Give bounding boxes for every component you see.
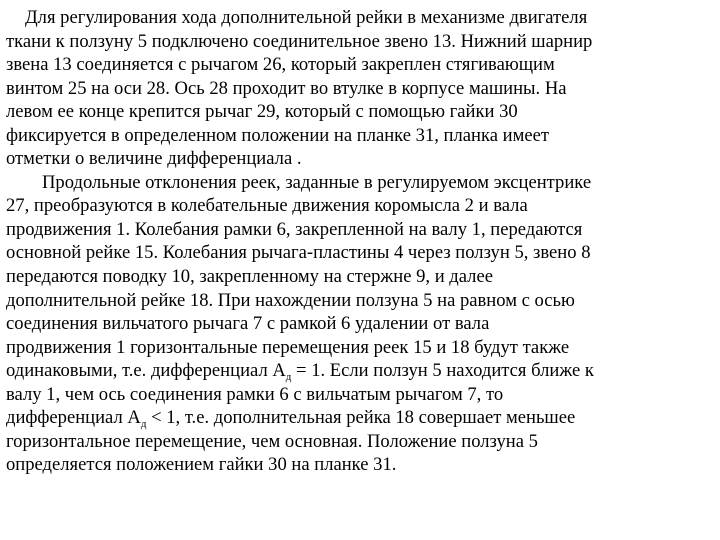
paragraph-1-line-5: левом ее конце крепится рычаг 29, который с помощью гайки 30 xyxy=(6,101,518,123)
paragraph-2-line-shaft: валу 1, чем ось соединения рамки 6 с вильчатым рычагом 7, то xyxy=(6,383,504,405)
differential-subscript: д xyxy=(285,371,292,384)
paragraph-2-line-4: основной рейке 15. Колебания рычага-пластины 4 через ползун 5, звено 8 xyxy=(6,242,591,264)
paragraph-1-line-3: звена 13 соединяется с рычагом 26, который закреплен стягивающим xyxy=(6,54,555,76)
differential-less-text-before: дифференциал А xyxy=(6,407,141,429)
paragraph-2-line-5: передаются поводку 10, закрепленному на стержне 9, и далее xyxy=(6,266,493,288)
differential-equal-text-before: одинаковыми, т.е. дифференциал А xyxy=(6,360,286,382)
differential-equal-text-after: = 1. Если ползун 5 находится ближе к xyxy=(291,360,594,382)
paragraph-1-line-4: винтом 25 на оси 28. Ось 28 проходит во втулке в корпусе машины. На xyxy=(6,77,567,99)
differential-less-text-after: < 1, т.е. дополнительная рейка 18 совершает меньшее xyxy=(146,407,576,429)
paragraph-1-line-7: отметки о величине дифференциала . xyxy=(6,148,302,170)
paragraph-2-line-8: продвижения 1 горизонтальные перемещения реек 15 и 18 будут также xyxy=(6,336,570,358)
paragraph-2-line-closing-2: определяется положением гайки 30 на планке 31. xyxy=(6,454,397,476)
differential-subscript: д xyxy=(140,418,147,431)
paragraph-2-line-3: продвижения 1. Колебания рамки 6, закрепленной на валу 1, передаются xyxy=(6,218,583,240)
paragraph-2-line-2: 27, преобразуются в колебательные движения коромысла 2 и вала xyxy=(6,195,528,217)
paragraph-2-line-1: Продольные отклонения реек, заданные в регулируемом эксцентрике xyxy=(42,171,592,193)
paragraph-2-line-closing-1: горизонтальное перемещение, чем основная. Положение ползуна 5 xyxy=(6,430,538,452)
paragraph-1-line-2: ткани к ползуну 5 подключено соединительное звено 13. Нижний шарнир xyxy=(6,30,593,52)
paragraph-2-line-differential-equal xyxy=(6,359,716,383)
paragraph-1-line-6: фиксируется в определенном положении на планке 31, планка имеет xyxy=(6,124,549,146)
paragraph-1-line-1: Для регулирования хода дополнительной рейки в механизме двигателя xyxy=(25,7,588,28)
document-text xyxy=(6,6,716,477)
paragraph-2-line-6: дополнительной рейке 18. При нахождении ползуна 5 на равном с осью xyxy=(6,289,575,311)
paragraph-2-line-7: соединения вильчатого рычага 7 с рамкой 6 удалении от вала xyxy=(6,313,490,335)
paragraph-2-line-differential-less xyxy=(6,406,716,430)
